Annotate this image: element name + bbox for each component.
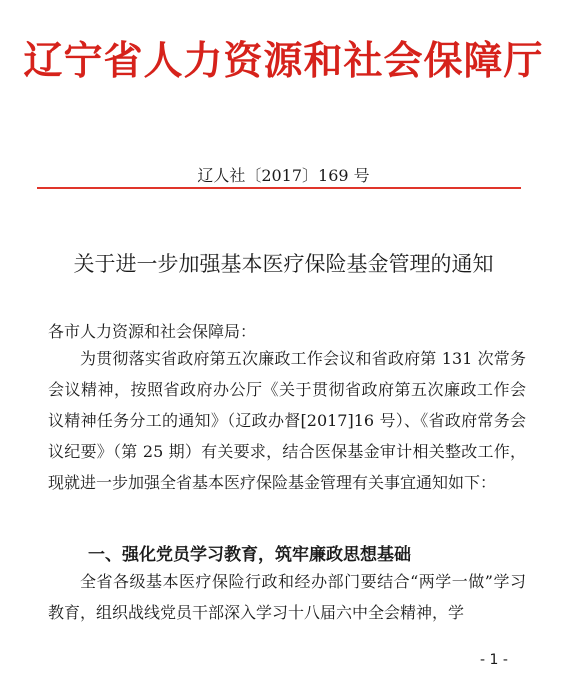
- document-title: 关于进一步加强基本医疗保险基金管理的通知: [73, 252, 494, 276]
- page-number: - 1 -: [480, 652, 508, 668]
- red-divider-line: [37, 187, 521, 189]
- organization-header: 辽宁省人力资源和社会保障厅: [23, 39, 544, 84]
- body-paragraph-2: 全省各级基本医疗保险行政和经办部门要结合“两学一做”学习教育，组织战线党员干部深入学习十八届六中全会精神，学: [48, 572, 526, 622]
- section-heading-1: 一、强化党员学习教育，筑牢廉政思想基础: [88, 545, 411, 565]
- document-number: 辽人社〔2017〕169 号: [197, 166, 370, 185]
- body-paragraph-1: 为贯彻落实省政府第五次廉政工作会议和省政府第 131 次常务会议精神，按照省政府办公厅《关于贯彻省政府第五次廉政工作会议精神任务分工的通知》（辽政办督[2017]16 号）、《省政府常务会议纪要》（第 25 期）有关要求，结合医保基金审计相关整改工作，现就进一步加强全省基本医疗保险基金管理有关事宜通知如下：: [48, 349, 526, 492]
- salutation: 各市人力资源和社会保障局：: [48, 322, 257, 341]
